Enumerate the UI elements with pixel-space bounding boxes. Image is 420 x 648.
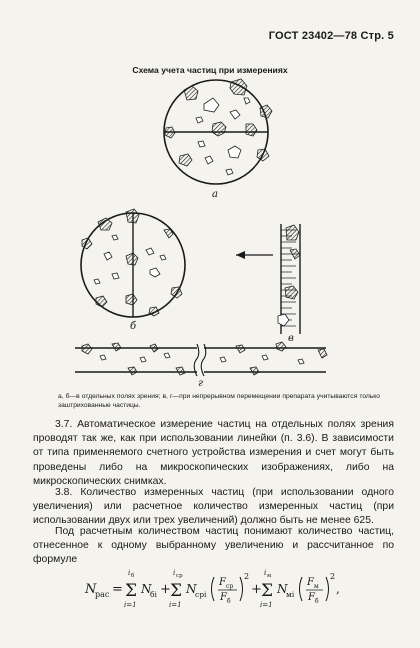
paragraph-3-8-text: 3.8. Количество измеренных частиц (при использовании одного увеличения) или расчетное количество измеренных частиц (при использовании двух или трех увеличений) должно быть не менее 625. [33,487,394,527]
figure-g-strip [75,342,327,376]
term-2-frac-den-sub: б [227,598,231,605]
paragraph-3-8 [33,486,394,529]
sum-2-bottom: i=1 [169,601,182,609]
sum-1-top-sub: б [131,573,135,579]
formula-trailing: , [336,582,340,596]
paragraph-3-7-text: 3.7. Автоматическое измерение частиц на отдельных полях зрения проводят так же, как при использовании линейки (п. 3.6). В зависимости от типа применяемого счетного устройства измерения и счет могут быть проведены либо на микроскопических изображениях, либо на микроскопических снимках. [33,419,394,487]
sum-3-top-sub: м [267,573,272,579]
plus-1: + [160,582,171,597]
term-3-power: 2 [330,572,336,581]
figure-v-strip [236,224,300,334]
sum-1-top: i [128,569,131,577]
sum-2-top: i [173,569,176,577]
sum-3-top: i [264,569,267,577]
term-3-frac-den: F [308,592,315,603]
term-3-var: N [277,582,288,596]
term-1-var-sub: бi [150,590,157,599]
figure-label-b: б [130,321,137,332]
term-3-var-sub: мi [286,590,295,599]
formula-lhs: N [85,582,97,597]
term-2-var: N [186,582,197,596]
sum-symbol-1: Σ [125,581,138,601]
sum-symbol-3: Σ [261,581,274,601]
term-2-frac-num: F [219,577,226,588]
page-header: ГОСТ 23402—78 Стр. 5 [268,30,394,42]
plus-2: + [251,582,262,597]
figure-label-v: в [288,333,294,344]
term-3-frac-num: F [307,577,314,588]
figure-a-field [164,79,272,184]
paragraph-3-7 [33,418,394,489]
paragraph-definition-text: Под расчетным количеством частиц понимают количество частиц, отнесенное к одному выбранному увеличению и рассчитанное по формуле [33,526,394,566]
formula-lhs-sub: рас [95,590,110,599]
figure-title: Схема учета частиц при измерениях [132,65,288,75]
figure-caption: а, б—в отдельных полях зрения; в, г—при непрерывном перемещении препарата учитываются только заштрихованные частицы. [58,393,380,409]
term-2-frac-num-sub: ср [226,583,234,590]
sum-1-bottom: i=1 [124,601,137,609]
term-3-frac-den-sub: б [315,598,319,605]
term-2-frac-den: F [220,592,227,603]
sum-symbol-2: Σ [170,581,183,601]
formula-n-rasch [0,555,420,615]
term-2-var-sub: срi [195,590,207,599]
figure-label-g: г [198,378,204,389]
sum-2-top-sub: ср [176,573,183,579]
term-3-frac-num-sub: м [314,583,319,590]
figure-label-a: а [212,189,218,200]
figure-b-field [81,209,185,317]
term-1-var: N [141,582,152,596]
sum-3-bottom: i=1 [260,601,273,609]
formula-eq: = [112,582,123,597]
term-2-power: 2 [244,572,250,581]
